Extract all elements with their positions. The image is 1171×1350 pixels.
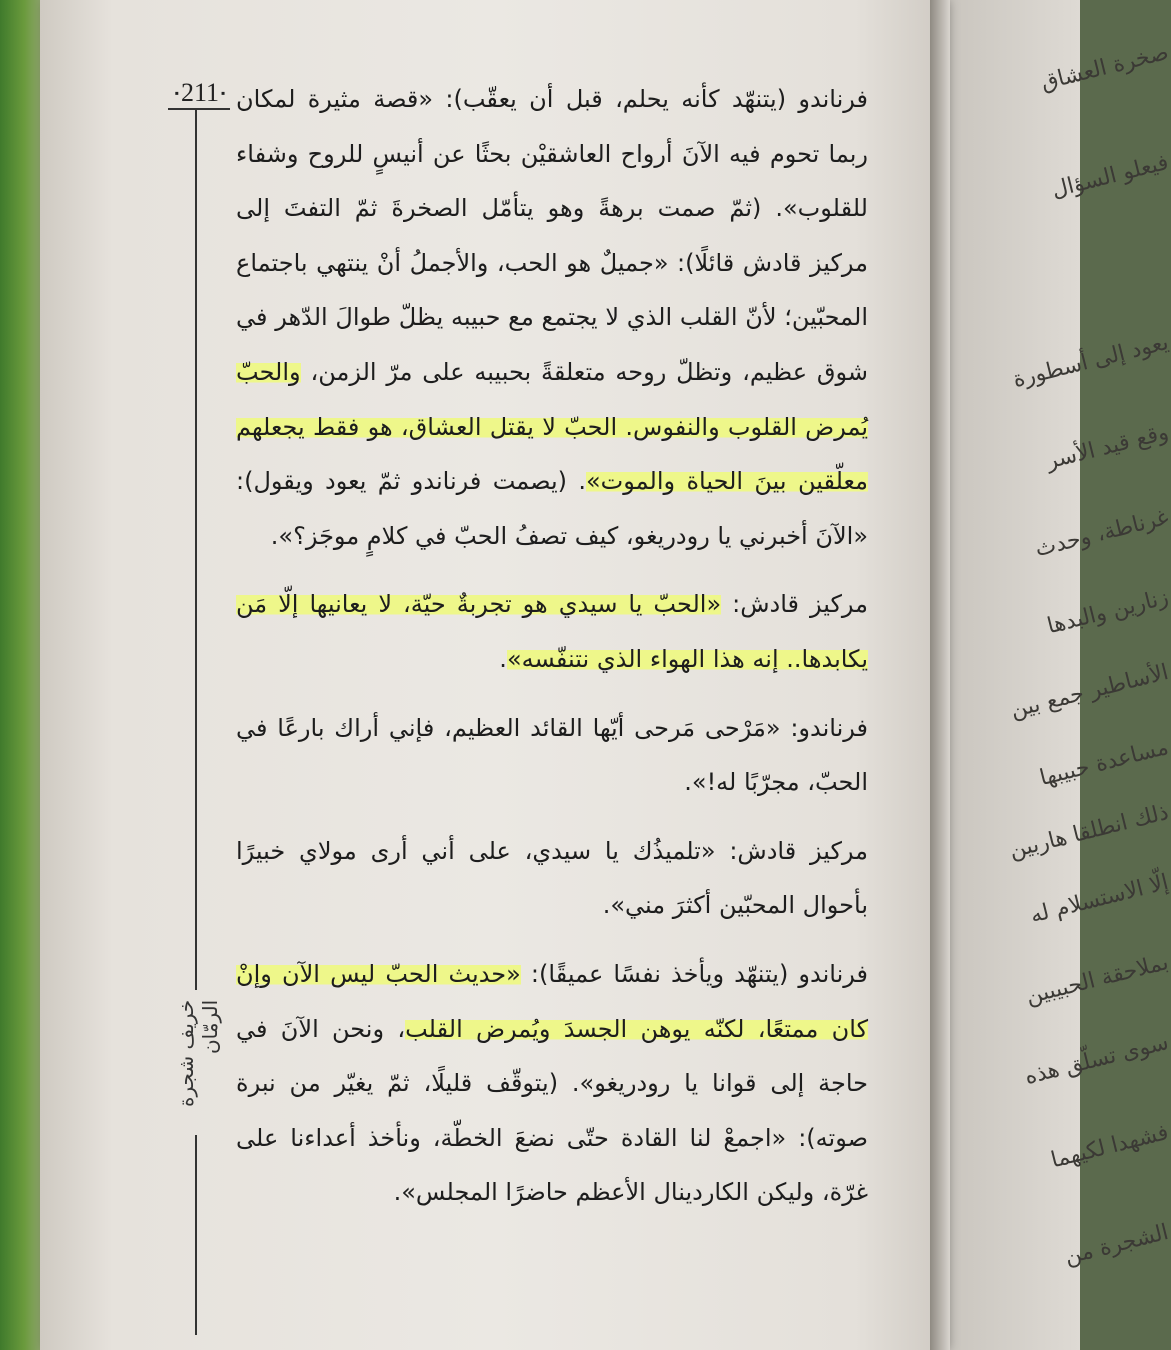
- facing-page-text: صخرة العشاق: [1038, 40, 1171, 96]
- margin-rule: [195, 108, 197, 990]
- facing-page-text: الأساطير جمع بين: [1008, 660, 1171, 724]
- facing-page-text: الشجرة من: [1062, 1220, 1171, 1270]
- highlighted-text: والحبّ يُمرض القلوب والنفوس. الحبّ لا يقتل العشاق، هو فقط يجعلهم معلّقين بينَ الحياة والموت»: [236, 357, 868, 496]
- facing-page-text: وقع قيد الأسر: [1043, 420, 1171, 475]
- facing-page-text: ذلك انطلقا هاربين: [1006, 800, 1171, 864]
- facing-page-text: غرناطة، وحدث: [1032, 505, 1171, 563]
- paragraph: [236, 577, 868, 686]
- facing-page: [945, 0, 1171, 1350]
- facing-page-text: بملاحقة الحبيبين: [1023, 950, 1171, 1010]
- running-title: خريف شجرة الرمّان: [174, 1000, 222, 1108]
- text-segment: .: [499, 644, 507, 673]
- facing-page-text: سوى تسلّق هذه: [1022, 1030, 1171, 1090]
- text-segment: مركيز قادش:: [721, 590, 868, 619]
- highlighted-text: «حديث الحبّ ليس الآن وإنْ كان ممتعًا، لكنّه يوهن الجسدَ ويُمرض القلب: [236, 959, 868, 1043]
- header-rule: [168, 108, 230, 110]
- paragraph: [236, 947, 868, 1220]
- text-segment: ، ونحن الآنَ في حاجة إلى قوانا يا رودريغو». (يتوقّف قليلًا، ثمّ يغيّر من نبرة صوته): «اجمعْ لنا القادة حتّى نضعَ الخطّة، ونأخذ أعداءنا على غرّة، وليكن الكاردينال الأعظم حاضرًا المجلس».: [236, 1014, 868, 1207]
- page-gutter: [930, 0, 950, 1350]
- page-number: ▪ 211 ▪: [170, 78, 230, 108]
- text-segment: فرناندو (يتنهّد كأنه يحلم، قبل أن يعقّب): «قصة مثيرة لمكان ربما تحوم فيه الآنَ أرواح العاشقيْن بحثًا عن أنيسٍ للروح وشفاء للقلوب». (ثمّ صمت برهةً وهو يتأمّل الصخرةَ ثمّ التفتَ إلى مركيز قادش قائلًا): «جميلٌ هو الحب، والأجملُ أنْ ينتهي باجتماع المحبّين؛ لأنّ القلب الذي لا يجتمع مع حبيبه يظلّ طوالَ الدّهر في شوق عظيم، وتظلّ روحه متعلقةً بحبيبه على مرّ الزمن،: [236, 85, 868, 386]
- text-segment: فرناندو (يتنهّد ويأخذ نفسًا عميقًا):: [520, 959, 868, 988]
- margin-rule-lower: [195, 1135, 197, 1335]
- facing-page-text: زنارين والبدها: [1044, 585, 1171, 640]
- facing-page-text: فشهدا لكيهما: [1048, 1120, 1171, 1174]
- facing-page-text: مساعدة حبيبها: [1037, 735, 1171, 792]
- page-body: [236, 72, 868, 1220]
- facing-page-text: إلّا الاستسلام له: [1027, 870, 1171, 929]
- paragraph: [236, 72, 868, 563]
- text-segment: . (يصمت فرناندو ثمّ يعود ويقول): «الآنَ أخبرني يا رودريغو، كيف تصفُ الحبّ في كلامٍ موجَز؟».: [236, 467, 868, 550]
- facing-page-text: يعود إلى أسطورة: [1010, 330, 1171, 393]
- paragraph: [236, 824, 868, 933]
- paragraph: [236, 701, 868, 810]
- text-segment: فرناندو: «مَرْحى مَرحى أيّها القائد العظيم، فإني أراك بارعًا في الحبّ، مجرّبًا له!».: [236, 713, 868, 797]
- text-segment: مركيز قادش: «تلميذُك يا سيدي، على أني أرى مولاي خبيرًا بأحوال المحبّين أكثرَ مني».: [236, 836, 868, 920]
- facing-page-text: فيعلو السؤال: [1049, 150, 1171, 204]
- highlighted-text: «الحبّ يا سيدي هو تجربةٌ حيّة، لا يعانيها إلّا مَن يكابدها.. إنه هذا الهواء الذي نتنفّسه»: [236, 590, 868, 673]
